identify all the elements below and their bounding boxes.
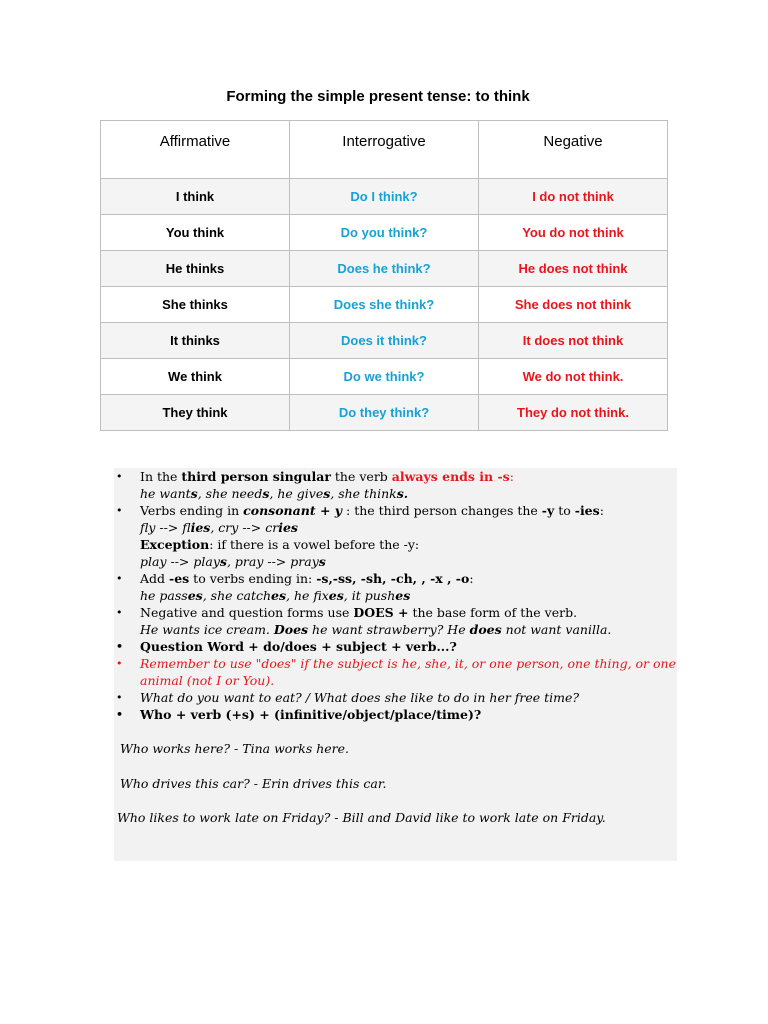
grammar-notes-box (114, 468, 677, 861)
interrogative-cell: Does she think? (290, 287, 479, 323)
rule-question-word: • Question Word + do/does + subject + verb...? (114, 638, 677, 655)
who-example-2: Who drives this car? - Erin drives this car. (120, 776, 387, 791)
header-negative: Negative (479, 121, 668, 179)
table-row (101, 287, 668, 323)
header-interrogative: Interrogative (290, 121, 479, 179)
rule-example: he wants, she needs, he gives, she thinks. (140, 486, 409, 501)
who-example-3: Who likes to work late on Friday? - Bill and David like to work late on Friday. (117, 810, 606, 825)
table-header-row (101, 121, 668, 179)
page-title: Forming the simple present tense: to think (226, 88, 530, 105)
negative-cell: You do not think (479, 215, 668, 251)
rule-who-verb: • Who + verb (+s) + (infinitive/object/place/time)? (114, 706, 677, 723)
interrogative-cell: Do you think? (290, 215, 479, 251)
affirmative-cell: He thinks (101, 251, 290, 287)
who-example-1: Who works here? - Tina works here. (120, 741, 350, 756)
rule-third-person: • In the third person singular the verb always ends in -s: he wants, she needs, he gives, she thinks. (114, 468, 677, 502)
negative-cell: He does not think (479, 251, 668, 287)
affirmative-cell: She thinks (101, 287, 290, 323)
rule-example: he passes, she catches, he fixes, it pushes (140, 588, 411, 603)
rule-exception: Exception: if there is a vowel before the -y: (140, 537, 420, 552)
interrogative-cell: Do I think? (290, 179, 479, 215)
rule-consonant-y: • Verbs ending in consonant + y : the third person changes the -y to -ies: fly --> flies, cry --> cries Exception: if there is a vowel before the -y: play --> plays, pray --> prays (114, 502, 677, 570)
table-row (101, 395, 668, 431)
rule-remember-does: • Remember to use "does" if the subject is he, she, it, or one person, one thing, or one animal (not I or You). (114, 655, 677, 689)
table-row (101, 251, 668, 287)
header-affirmative: Affirmative (101, 121, 290, 179)
rule-example: fly --> flies, cry --> cries (140, 520, 298, 535)
affirmative-cell: They think (101, 395, 290, 431)
rule-example: play --> plays, pray --> prays (140, 554, 326, 569)
rule-add-es: • Add -es to verbs ending in: -s,-ss, -sh, -ch, , -x , -o: he passes, she catches, he fixes, it pushes (114, 570, 677, 604)
table-row (101, 323, 668, 359)
negative-cell: I do not think (479, 179, 668, 215)
negative-cell: They do not think. (479, 395, 668, 431)
negative-cell: It does not think (479, 323, 668, 359)
conjugation-table (100, 120, 668, 431)
affirmative-cell: You think (101, 215, 290, 251)
negative-cell: We do not think. (479, 359, 668, 395)
interrogative-cell: Does it think? (290, 323, 479, 359)
affirmative-cell: We think (101, 359, 290, 395)
affirmative-cell: I think (101, 179, 290, 215)
affirmative-cell: It thinks (101, 323, 290, 359)
table-row (101, 359, 668, 395)
table-row (101, 215, 668, 251)
grammar-rules-list (114, 468, 677, 723)
interrogative-cell: Do we think? (290, 359, 479, 395)
interrogative-cell: Does he think? (290, 251, 479, 287)
rule-example: He wants ice cream. Does he want strawberry? He does not want vanilla. (140, 622, 612, 637)
rule-example-questions: • What do you want to eat? / What does she like to do in her free time? (114, 689, 677, 706)
rule-negative-question: • Negative and question forms use DOES + the base form of the verb. He wants ice cream. Does he want strawberry? He does not want vanilla. (114, 604, 677, 638)
table-row (101, 179, 668, 215)
interrogative-cell: Do they think? (290, 395, 479, 431)
negative-cell: She does not think (479, 287, 668, 323)
